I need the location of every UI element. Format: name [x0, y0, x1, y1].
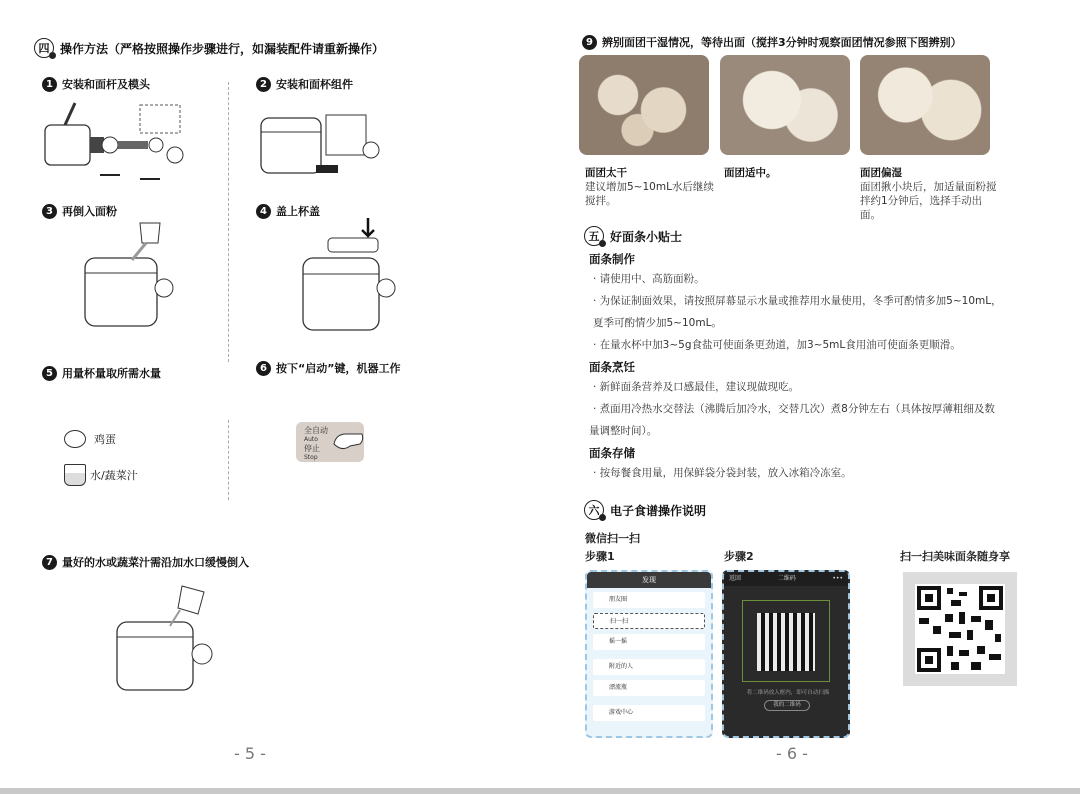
- stop-label: 停止: [304, 444, 320, 453]
- dough-too-wet-photo: [860, 55, 990, 155]
- bottom-edge: [0, 788, 1080, 794]
- making-tip-4: · 在量水杯中加3~5g食盐可使面条更劲道，加3~5mL食用油可使面条更顺滑。: [593, 339, 961, 351]
- step-5-number: 5: [42, 366, 57, 381]
- cooking-heading: 面条烹饪: [589, 360, 635, 374]
- step-6-title: [256, 360, 400, 376]
- dough-caption-dry-title: 面团太干: [585, 167, 627, 179]
- page-number-right: - 6 -: [776, 744, 808, 763]
- step-9-title: [582, 34, 962, 50]
- phone-step2-screenshot: [722, 570, 850, 738]
- storage-tip-1: · 按每餐食用量，用保鲜袋分袋封装，放入冰箱冷冻室。: [593, 467, 852, 479]
- wechat-label: 微信扫一扫: [585, 532, 640, 545]
- phone1-item-games: 游戏中心: [593, 705, 705, 721]
- step-2-label: 安装和面杯组件: [276, 78, 353, 91]
- making-heading: 面条制作: [589, 252, 635, 266]
- auto-label: 全自动: [304, 426, 328, 435]
- phone1-header: 发现: [587, 572, 711, 588]
- measuring-cup-icon: [64, 464, 86, 486]
- dough-moderate-photo: [720, 55, 850, 155]
- phone2-header-bar: [724, 572, 848, 586]
- step-7-label: 量好的水或蔬菜汁需沿加水口缓慢倒入: [62, 556, 249, 569]
- step-1-title: [42, 76, 150, 92]
- section-4-title: 操作方法（严格按照操作步骤进行，如漏装配件请重新操作）: [60, 41, 385, 56]
- phone2-qr-code: [757, 613, 815, 671]
- step-4-number: 4: [256, 204, 271, 219]
- step-2-title: [256, 76, 353, 92]
- section-5-icon: 五: [584, 226, 604, 246]
- phone2-back: 返回: [729, 575, 742, 582]
- legend-water: [64, 464, 138, 486]
- phone-step1-screenshot: [585, 570, 713, 738]
- dough-caption-dry-desc: 建议增加5~10mL水后继续搅拌。: [585, 181, 714, 207]
- legend-egg: [64, 430, 116, 448]
- phone2-my-qr-button: 我的二维码: [764, 700, 810, 711]
- phone1-item-shake: 摇一摇: [593, 634, 705, 650]
- phone2-hint: 将二维码放入框内，即可自动扫描: [746, 690, 830, 696]
- phone1-item-bottle: 漂流瓶: [593, 680, 705, 696]
- qr-code-frame: [903, 572, 1017, 686]
- phone2-title: 二维码: [777, 575, 796, 582]
- section-6-heading: [584, 500, 706, 520]
- step-6-number: 6: [256, 361, 271, 376]
- phone1-item-scan: 扫一扫: [593, 613, 705, 629]
- dough-caption-wet: [860, 166, 1000, 222]
- step-3-number: 3: [42, 204, 57, 219]
- step-3-label: 再倒入面粉: [62, 205, 117, 218]
- step-7-illustration: [112, 582, 227, 697]
- auto-label-en: Auto: [304, 436, 318, 443]
- step-3-illustration: [80, 218, 190, 330]
- step-1-label: 安装和面杆及模头: [62, 78, 150, 91]
- dough-caption-wet-title: 面团偏湿: [860, 167, 902, 179]
- dough-caption-moderate-title: 面团适中。: [724, 167, 777, 179]
- legend-water-label: 水/蔬菜汁: [90, 469, 138, 482]
- step-6-label: 按下“启动”键，机器工作: [276, 362, 401, 375]
- dough-caption-wet-desc: 面团揪小块后，加适量面粉搅拌约1分钟后，选择手动出面。: [860, 181, 997, 221]
- section-4-icon: 四: [34, 38, 54, 58]
- section-5-heading: [584, 226, 682, 246]
- step-5-title: [42, 365, 161, 381]
- phone1-item-moments: 朋友圈: [593, 592, 705, 608]
- step-1-number: 1: [42, 77, 57, 92]
- egg-icon: [64, 430, 86, 448]
- step-9-label: 辨别面团干湿情况，等待出面（搅拌3分钟时观察面团情况参照下图辨别）: [602, 36, 962, 49]
- phone1-item-nearby: 附近的人: [593, 659, 705, 675]
- step-2-number: 2: [256, 77, 271, 92]
- cooking-tip-1: · 新鲜面条营养及口感最佳，建议现做现吃。: [593, 381, 800, 393]
- stop-label-en: Stop: [304, 454, 318, 461]
- step-divider: [228, 82, 229, 362]
- dough-too-dry-photo: [579, 55, 709, 155]
- step-1-scan-label: 步骤1: [585, 550, 615, 563]
- page-number-left: - 5 -: [234, 744, 266, 763]
- pressing-hand-icon: [330, 428, 364, 454]
- step-4-label: 盖上杯盖: [276, 205, 320, 218]
- step-7-title: [42, 554, 249, 570]
- step-2-illustration: [256, 110, 386, 180]
- step-1-illustration: [40, 95, 200, 190]
- dough-caption-moderate: [724, 166, 844, 180]
- step-5-label: 用量杯量取所需水量: [62, 367, 161, 380]
- step-7-number: 7: [42, 555, 57, 570]
- phone2-scan-frame: [742, 600, 830, 682]
- dough-caption-dry: [585, 166, 715, 208]
- legend-egg-label: 鸡蛋: [94, 433, 116, 446]
- phone2-more: •••: [832, 575, 843, 582]
- step-3-title: [42, 203, 117, 219]
- section-4-heading: [34, 38, 384, 58]
- qr-code: [915, 584, 1005, 674]
- step-divider-2: [228, 420, 229, 500]
- section-6-icon: 六: [584, 500, 604, 520]
- storage-heading: 面条存储: [589, 446, 635, 460]
- section-5-title: 好面条小贴士: [610, 229, 683, 244]
- scan-promo-label: 扫一扫美味面条随身享: [900, 550, 1010, 563]
- step-4-illustration: [298, 216, 408, 336]
- section-6-title: 电子食谱操作说明: [610, 503, 707, 518]
- start-button-panel: [296, 422, 364, 462]
- making-tip-3: 夏季可酌情少加5~10mL。: [593, 317, 722, 329]
- making-tip-1: · 请使用中、高筋面粉。: [593, 273, 705, 285]
- cooking-tip-3: 量调整时间）。: [589, 425, 658, 437]
- cooking-tip-2: · 煮面用冷热水交替法（沸腾后加冷水，交替几次）煮8分钟左右（具体按厚薄粗细及数: [593, 403, 995, 415]
- making-tip-2: · 为保证制面效果，请按照屏幕显示水量或推荐用水量使用，冬季可酌情多加5~10mL，: [593, 295, 1002, 307]
- step-9-number: 9: [582, 35, 597, 50]
- step-2-scan-label: 步骤2: [724, 550, 754, 563]
